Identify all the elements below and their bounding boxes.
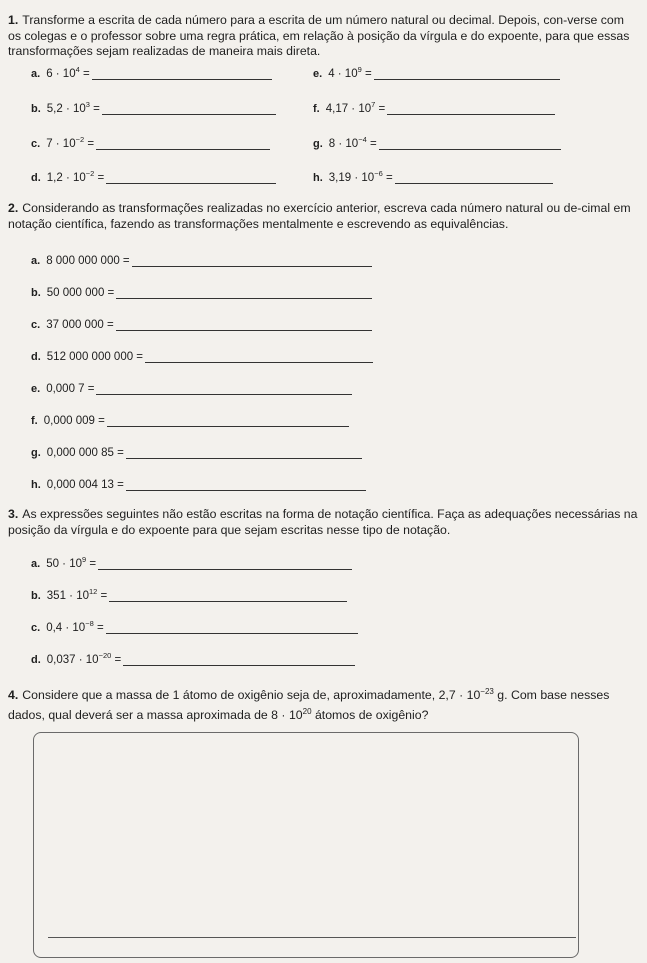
answer-line[interactable] (102, 103, 276, 115)
answer-box[interactable] (33, 732, 579, 958)
q1-item-c: c. $7 \cdot 10^{-2}$ = (31, 138, 270, 150)
answer-line[interactable] (145, 351, 373, 363)
q3-item-a: a. $50 \cdot 10^9$ = (31, 558, 352, 570)
question-text: Transforme a escrita de cada número para a escrita de um número natural ou decimal. Depois, con-verse com os colegas e o professor sobre uma regra prática, em relação à posição da vírgula e do expoente, para que essas transformações sejam realizadas de maneira mais direta. (8, 13, 630, 58)
q2-item-e: e. 0,000 7 = (31, 383, 352, 395)
answer-line[interactable] (96, 383, 352, 395)
question-number: 3. (8, 507, 19, 521)
q1-item-a: a. $6 \cdot 10^4$ = (31, 68, 272, 80)
answer-line[interactable] (395, 172, 553, 184)
answer-line[interactable] (123, 654, 355, 666)
q1-item-h: h. $3,19 \cdot 10^{-6}$ = (313, 172, 553, 184)
q2-item-f: f. 0,000 009 = (31, 415, 349, 427)
answer-line[interactable] (109, 590, 347, 602)
answer-line[interactable] (374, 68, 560, 80)
answer-line[interactable] (132, 255, 372, 267)
question-4 (8, 684, 638, 723)
question-2 (8, 201, 638, 232)
q2-item-h: h. 0,000 004 13 = (31, 479, 366, 491)
q1-item-b: b. $5,2 \cdot 10^3$ = (31, 103, 276, 115)
answer-line[interactable] (126, 479, 366, 491)
answer-box-line (48, 937, 576, 938)
q2-item-c: c. 37 000 000 = (31, 319, 372, 331)
question-text: As expressões seguintes não estão escritas na forma de notação científica. Faça as adequações necessárias na posição da vírgula e do expoente para que sejam escritas nesse tipo de notação. (8, 507, 638, 537)
question-3 (8, 507, 638, 538)
q2-item-d: d. 512 000 000 000 = (31, 351, 373, 363)
answer-line[interactable] (116, 319, 372, 331)
q2-item-b: b. 50 000 000 = (31, 287, 372, 299)
question-number: 1. (8, 13, 19, 27)
q2-item-a: a. 8 000 000 000 = (31, 255, 372, 267)
q1-item-e: e. $4 \cdot 10^9$ = (313, 68, 560, 80)
answer-line[interactable] (379, 138, 561, 150)
q3-item-b: b. $351 \cdot 10^{12}$ = (31, 590, 347, 602)
question-1 (8, 13, 638, 60)
q3-item-d: d. $0,037 \cdot 10^{-20}$ = (31, 654, 355, 666)
q1-item-d: d. $1,2 \cdot 10^{-2}$ = (31, 172, 276, 184)
answer-line[interactable] (98, 558, 352, 570)
answer-line[interactable] (106, 172, 276, 184)
question-number: 2. (8, 201, 19, 215)
answer-line[interactable] (126, 447, 362, 459)
question-number: 4. (8, 688, 19, 703)
q3-item-c: c. $0,4 \cdot 10^{-8}$ = (31, 622, 358, 634)
q2-item-g: g. 0,000 000 85 = (31, 447, 362, 459)
question-text: Considerando as transformações realizadas no exercício anterior, escreva cada número natural ou de-cimal em notação científica, fazendo as transformações mentalmente e escrevendo as equivalências. (8, 201, 631, 231)
answer-line[interactable] (116, 287, 372, 299)
question-text: Considere que a massa de 1 átomo de oxigênio seja de, aproximadamente, $2,7 \cdot 10^{-23}$ g. Com base nesses dados, qual deverá ser a massa aproximada de $8 \cdot 10^{20}$ átomos de oxigênio? (8, 687, 610, 722)
answer-line[interactable] (107, 415, 349, 427)
q1-item-f: f. $4,17 \cdot 10^7$ = (313, 103, 555, 115)
answer-line[interactable] (92, 68, 272, 80)
answer-line[interactable] (387, 103, 555, 115)
answer-line[interactable] (106, 622, 358, 634)
q1-item-g: g. $8 \cdot 10^{-4}$ = (313, 138, 561, 150)
answer-line[interactable] (96, 138, 270, 150)
